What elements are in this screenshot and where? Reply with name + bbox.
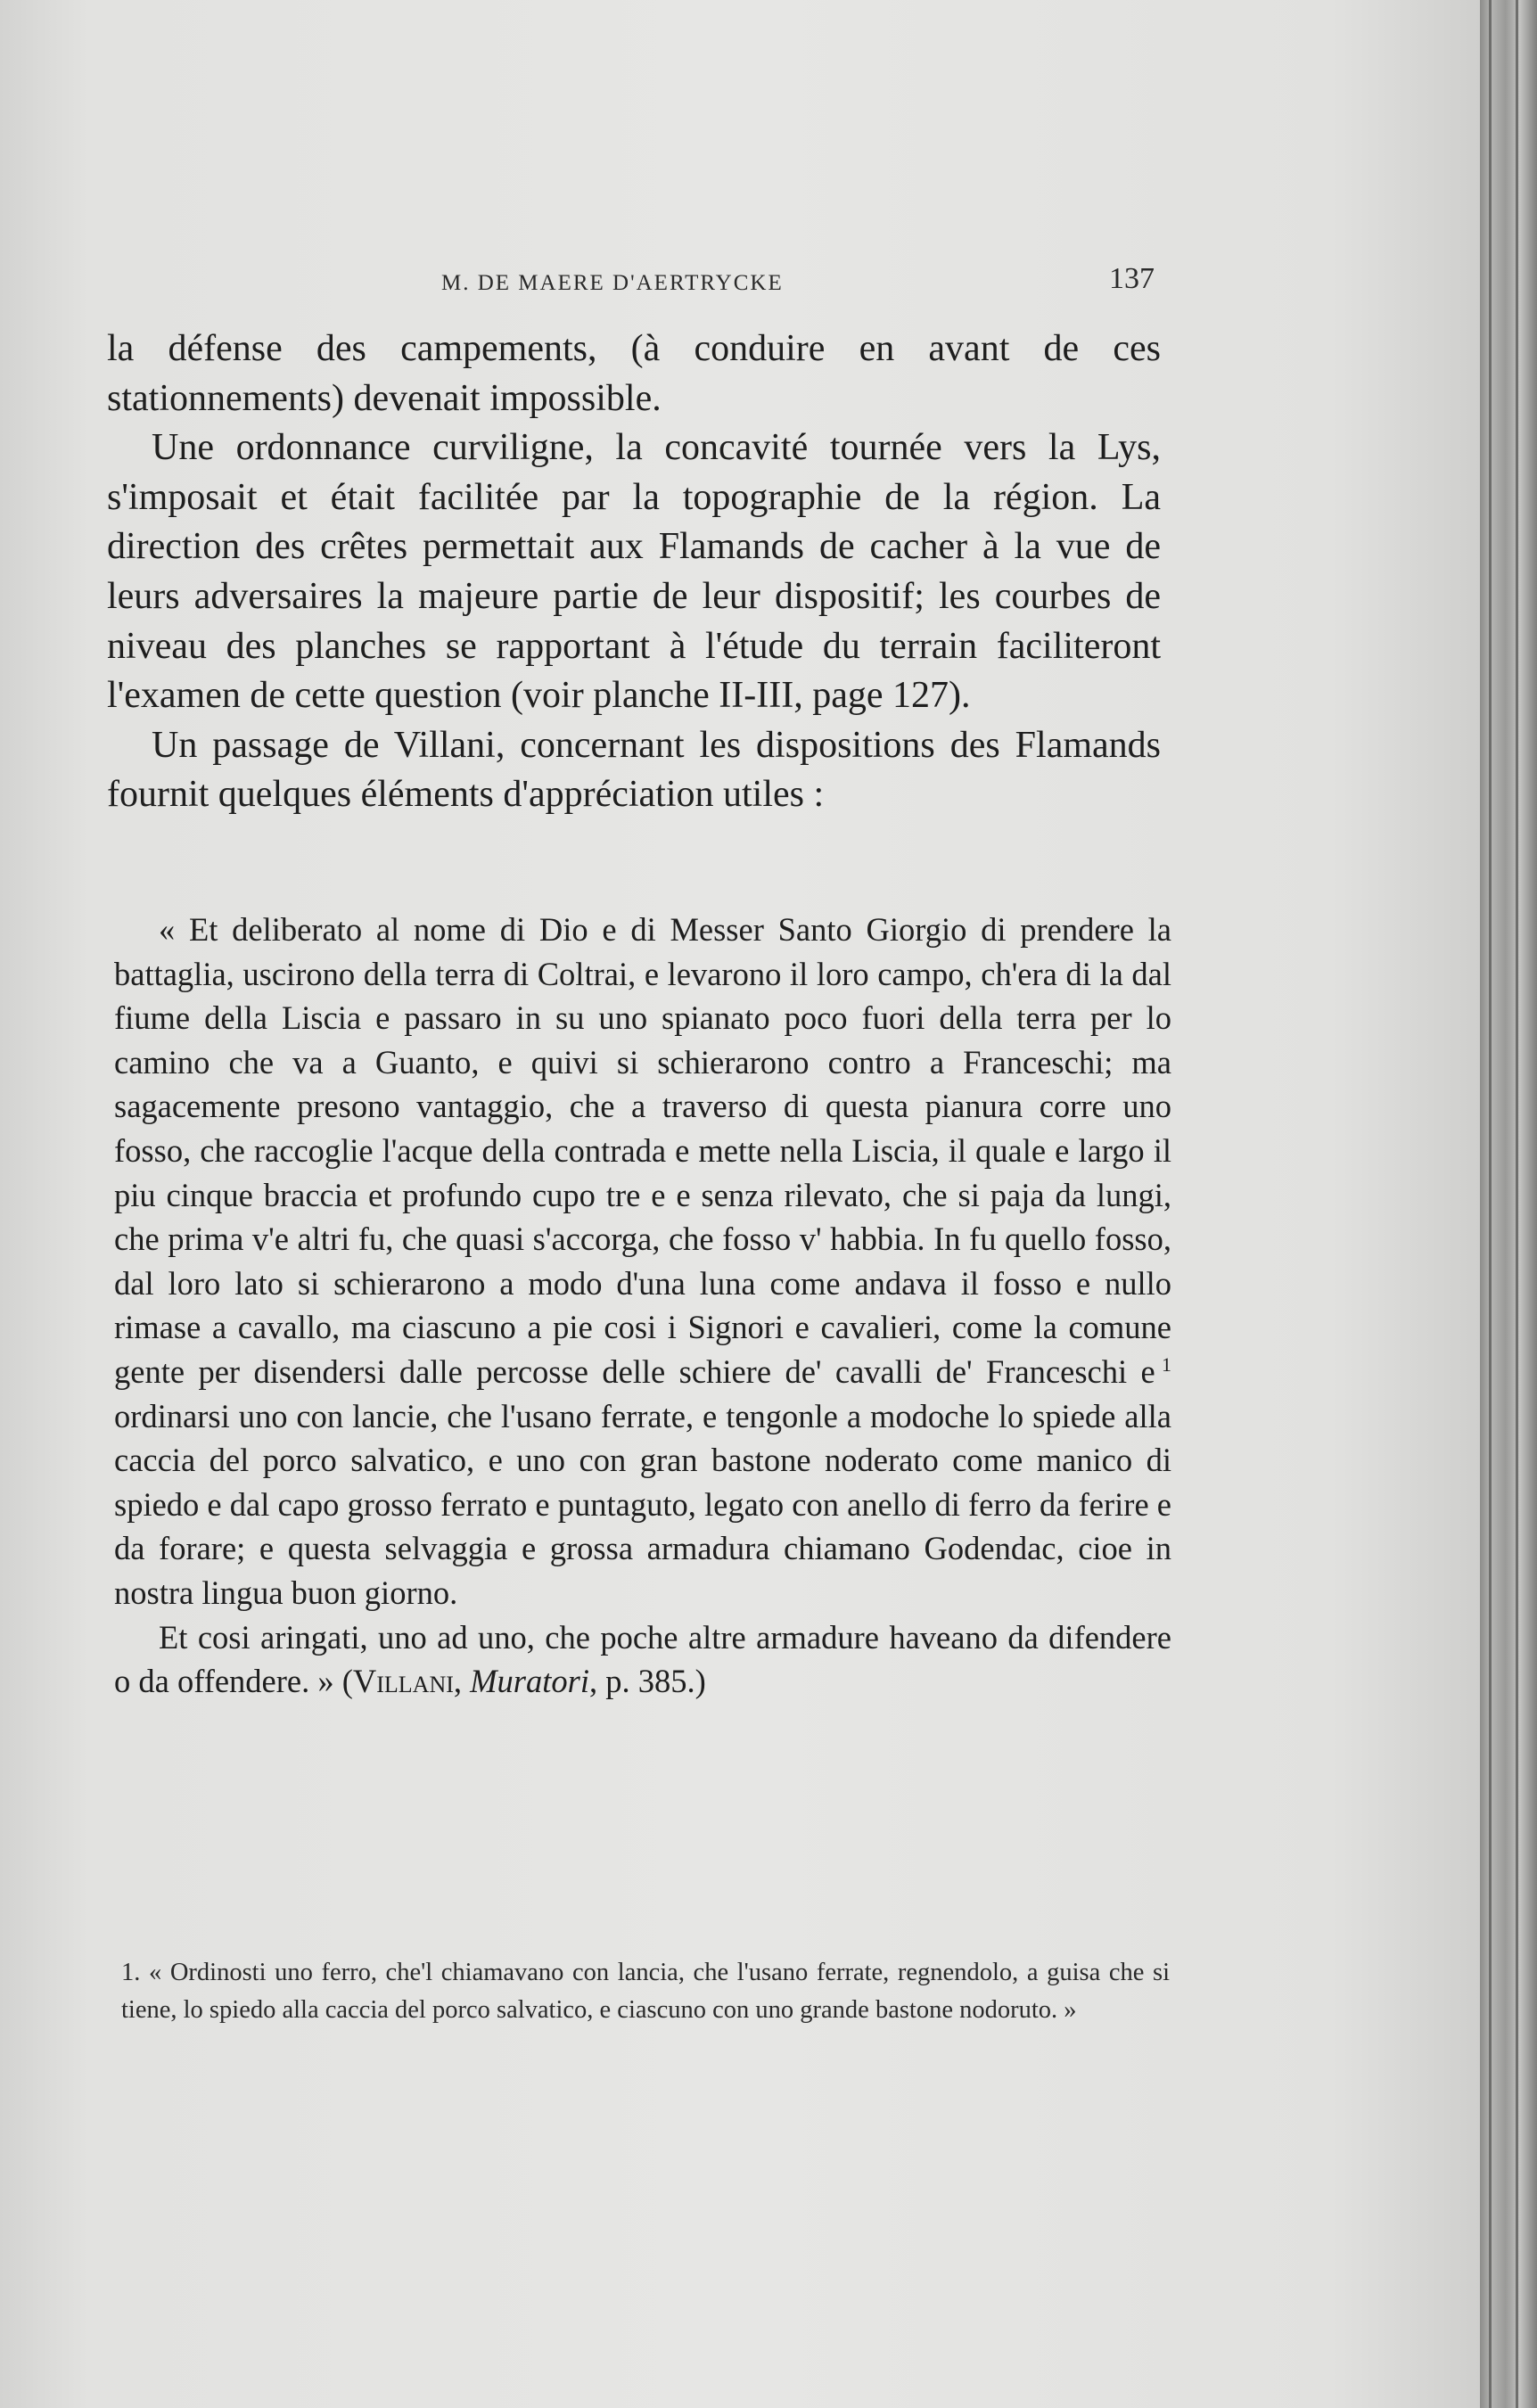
quote-text: « Et deliberato al nome di Dio e di Messer Santo Giorgio di prendere la battaglia, uscirono della terra di Coltrai, e levarono il loro campo, ch'era di la dal fiume della Liscia e passaro in su uno spianato poco fuori della terra per lo camino che va a Guanto, e quivi si schierarono contro a Franceschi; ma sagacemente presono vantaggio, che a traverso di questa pianura corre uno fosso, che raccoglie l'acque della contrada e mette nella Liscia, il quale e largo il piu cinque braccia et profundo cupo tre e e senza rilevato, che si paja da lungi, che prima v'e altri fu, che quasi s'accorga, che fosso v' habbia. In fu quello fosso, dal loro lato si schierarono a modo d'una luna come andava il fosso e nullo rimase a cavallo, ma ciascuno a pie cosi i Signori e cavalieri, come la comune gente per disendersi dalle percosse delle schiere de' cavalli de' Franceschi e <box>114 911 1171 1390</box>
running-head <box>441 262 1155 298</box>
footnote <box>121 1954 1170 2029</box>
citation-sep: , <box>453 1663 471 1700</box>
footnote-ref: 1 <box>1162 1352 1171 1376</box>
page-edge <box>1480 0 1537 2408</box>
paragraph: la défense des campements, (à conduire en avant de ces stationnements) devenait impossible. <box>107 328 1161 419</box>
quote-paragraph <box>114 1615 1171 1704</box>
citation-page: , p. 385.) <box>589 1663 706 1700</box>
quote-paragraph <box>114 908 1171 1615</box>
main-text <box>107 325 1161 820</box>
paragraph: Un passage de Villani, concernant les dispositions des Flamands fournit quelques éléments d'appréciation utiles : <box>107 724 1161 816</box>
citation-work: Muratori <box>470 1663 589 1700</box>
running-title: M. DE MAERE D'AERTRYCKE <box>441 271 784 295</box>
footnote-text: « Ordinosti uno ferro, che'l chiamavano con lancia, che l'usano ferrate, regnendolo, a guisa che si tiene, lo spiedo alla caccia del porco salvatico, e ciascuno con uno grande bastone nodoruto. » <box>121 1959 1170 2024</box>
edge-line <box>1489 0 1492 2408</box>
quote-text: Et cosi aringati, uno ad uno, che poche altre armadure haveano da difendere o da offendere. » ( <box>114 1618 1171 1700</box>
page-number: 137 <box>1109 262 1155 295</box>
citation-author: Villani <box>352 1663 454 1700</box>
quote-text: ordinarsi uno con lancie, che l'usano ferrate, e tengonle a modoche lo spiede alla caccia del porco salvatico, e uno con gran bastone noderato come manico di spiedo e dal capo grosso ferrato e puntaguto, legato con anello di ferro da ferire e da forare; e questa selvaggia e grossa armadura chiamano Godendac, cioe in nostra lingua buon giorno. <box>114 1397 1171 1611</box>
footnote-paragraph <box>121 1954 1170 2029</box>
edge-line <box>1516 0 1518 2408</box>
paragraph: Une ordonnance curviligne, la concavité tournée vers la Lys, s'imposait et était facilitée par la topographie de la région. La direction des crêtes permettait aux Flamands de cacher à la vue de leurs adversaires la majeure partie de leur dispositif; les courbes de niveau des planches se rapportant à l'étude du terrain faciliteront l'examen de cette question (voir planche II-III, page 127). <box>107 427 1161 717</box>
footnote-number: 1. <box>121 1959 141 1986</box>
villani-quotation <box>114 908 1171 1704</box>
